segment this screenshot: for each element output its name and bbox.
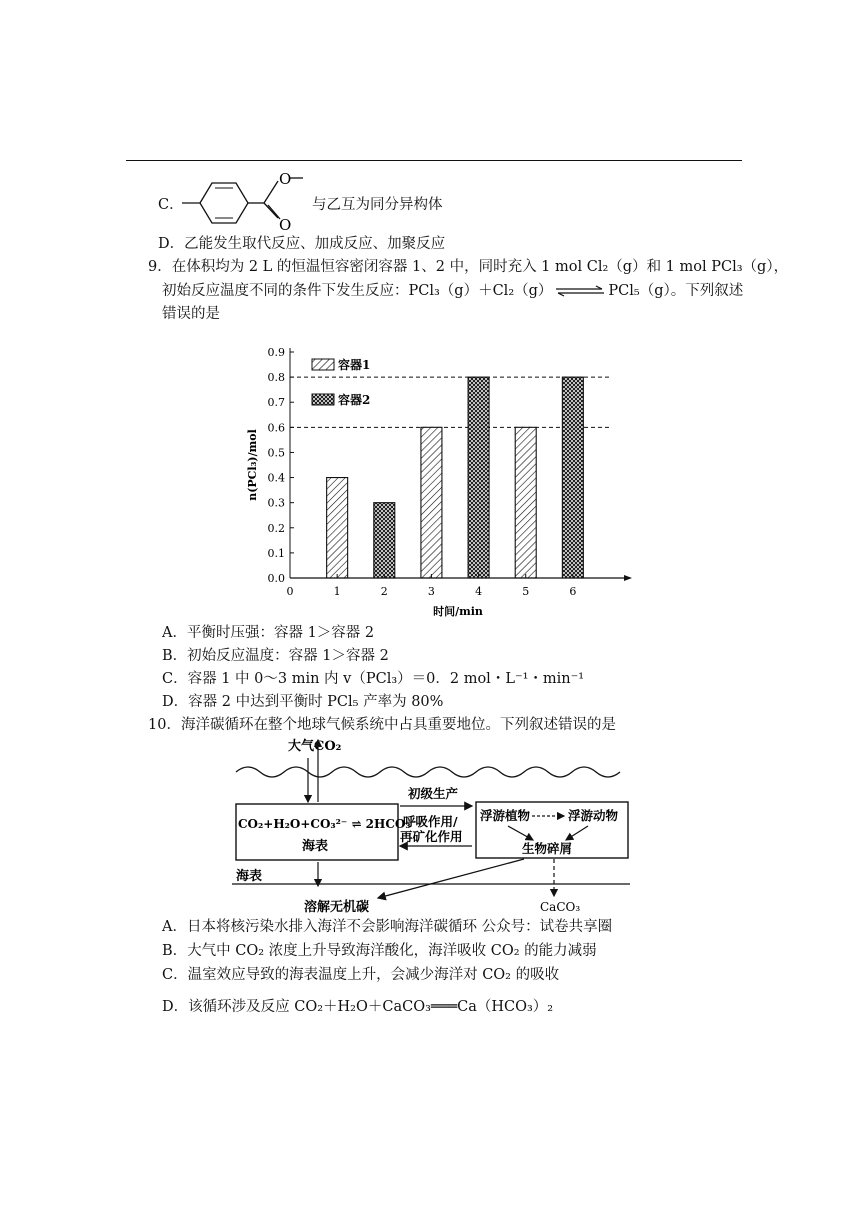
sea-surface-wave [236, 767, 620, 777]
y-tick-label: 0.3 [267, 496, 285, 510]
surface-box-label: 海表 [302, 839, 329, 854]
bar-chart [240, 335, 640, 620]
q9-option-d: D．容器 2 中达到平衡时 PCl₅ 产率为 80% [162, 694, 444, 710]
bar-2-4 [468, 377, 489, 578]
q8-option-d: D．乙能发生取代反应、加成反应、加聚反应 [158, 236, 446, 252]
respiration-label-1: 呼吸作用/ [403, 814, 458, 829]
q9-stem-line2b: PCl₅（g）。下列叙述 [608, 283, 744, 299]
y-tick-label: 0.4 [267, 471, 285, 485]
ester-atom-o2: O [279, 216, 292, 234]
q9-option-c: C．容器 1 中 0～3 min 内 v（PCl₃）＝0．2 mol・L⁻¹・min⁻¹ [162, 671, 585, 687]
q9-option-b: B．初始反应温度：容器 1＞容器 2 [162, 648, 389, 664]
x-tick-label: 6 [569, 585, 577, 598]
x-axis-arrow-icon [624, 575, 632, 581]
debris-to-dic-arrow-icon [378, 859, 524, 898]
q9-stem-line2a: 初始反应温度不同的条件下发生反应：PCl₃（g）＋Cl₂（g） [162, 283, 553, 299]
bar-1-3 [421, 427, 442, 578]
x-tick-label: 3 [427, 585, 435, 598]
debris-arrow-left-icon [508, 826, 533, 840]
dic-label: 溶解无机碳 [304, 900, 370, 915]
y-tick-label: 0.2 [267, 521, 285, 535]
bar-1-5 [515, 427, 536, 578]
y-tick-label: 0.5 [267, 446, 285, 460]
y-tick-label: 0.8 [267, 371, 285, 385]
y-tick-label: 0.9 [267, 346, 285, 359]
debris-label: 生物碎屑 [522, 841, 573, 856]
phytoplankton-label: 浮游植物 [480, 808, 531, 823]
q10-option-d: D．该循环涉及反应 CO₂＋H₂O＋CaCO₃═══Ca（HCO₃）₂ [162, 999, 554, 1015]
ester-structure-icon [180, 166, 305, 236]
q9-option-a: A．平衡时压强：容器 1＞容器 2 [162, 625, 375, 641]
respiration-label-2: 再矿化作用 [400, 829, 463, 844]
q8-option-c-letter: C． [158, 197, 184, 213]
bar-1-1 [327, 478, 348, 578]
q9-stem-line2 [162, 280, 743, 302]
zooplankton-label: 浮游动物 [568, 808, 619, 823]
legend-swatch-2 [312, 394, 334, 405]
y-tick-label: 0.6 [267, 421, 285, 435]
q10-option-c: C．温室效应导致的海表温度上升，会减少海洋对 CO₂ 的吸收 [162, 967, 560, 983]
x-tick-label: 4 [475, 585, 483, 598]
legend-label-1: 容器1 [338, 358, 371, 372]
bar-2-6 [562, 377, 583, 578]
equilibrium-arrow-icon [554, 285, 606, 297]
reaction-label: CO₂+H₂O+CO₃²⁻ ⇌ 2HCO₃⁻ [238, 817, 417, 831]
y-tick-label: 0.1 [267, 546, 285, 560]
atm-co2-label: 大气CO₂ [288, 739, 342, 754]
bar-2-2 [374, 503, 395, 578]
primary-production-label: 初级生产 [408, 786, 459, 801]
ester-atom-o1: O [279, 170, 292, 188]
q10-option-b: B．大气中 CO₂ 浓度上升导致海洋酸化，海洋吸收 CO₂ 的能力减弱 [162, 943, 597, 959]
y-tick-label: 0.0 [267, 572, 285, 585]
q10-option-a: A．日本将核污染水排入海洋不会影响海洋碳循环 公众号：试卷共享圈 [162, 919, 613, 935]
x-tick-label: 5 [522, 585, 530, 598]
chart-y-label: n(PCl₃)/mol [246, 429, 259, 501]
x-tick-label: 1 [333, 585, 341, 598]
caco3-label: CaCO₃ [540, 900, 581, 914]
y-tick-label: 0.7 [267, 396, 285, 410]
q9-stem-line3: 错误的是 [162, 306, 220, 322]
q10-stem: 10．海洋碳循环在整个地球气候系统中占具重要地位。下列叙述错误的是 [148, 717, 616, 733]
q8-option-c-text: 与乙互为同分异构体 [312, 197, 443, 213]
q9-stem-line1: 9．在体积均为 2 L 的恒温恒容密闭容器 1、2 中，同时充入 1 mol Cl₂（g）和 1 mol PCl₃（g）， [148, 259, 789, 275]
header-rule [126, 160, 742, 161]
surface-level-label: 海表 [236, 869, 263, 884]
legend-swatch-1 [312, 359, 334, 370]
carbon-cycle-diagram [228, 736, 633, 916]
chart-x-label: 时间/min [433, 605, 483, 618]
legend-label-2: 容器2 [338, 393, 371, 407]
x-tick-label: 0 [286, 585, 294, 598]
x-tick-label: 2 [380, 585, 388, 598]
debris-arrow-right-icon [566, 826, 588, 840]
